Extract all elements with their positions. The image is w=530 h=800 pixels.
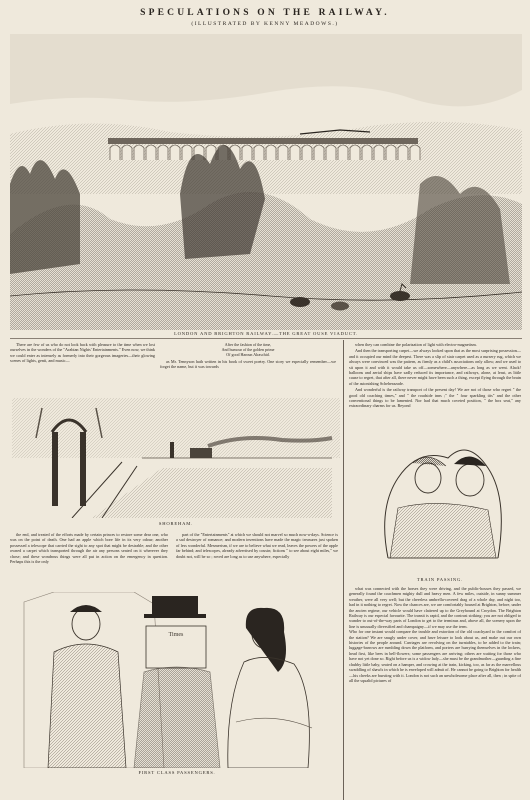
page-subtitle: (ILLUSTRATED BY KENNY MEADOWS.)	[191, 21, 339, 27]
viaduct-arch	[110, 145, 120, 160]
viaduct-arch	[338, 145, 348, 160]
viaduct-arch	[170, 145, 180, 160]
first-class-passengers-illustration	[14, 592, 340, 768]
viaduct-arch	[254, 145, 264, 160]
train-passing-illustration	[358, 428, 522, 574]
shoreham-illustration	[12, 398, 340, 518]
article-column-middle-top	[160, 342, 336, 392]
viaduct-arch	[290, 145, 300, 160]
viaduct-caption: LONDON AND BRIGHTON RAILWAY.—THE GREAT OUSE VIADUCT.	[174, 331, 358, 336]
article-paragraph: And wonderful is the railway transport of the present day! We are not of those who regret " the good old coaching times," and " the roadside inns ;" the " four sparkling tits" and the other conventional things to be lamented. Nor had that much coveted position, " the box seat," any extraordinary charms for us. Beyond	[349, 387, 521, 409]
article-column-left-bottom	[10, 532, 168, 586]
article-column-right-top	[349, 342, 521, 426]
viaduct-arch	[326, 145, 336, 160]
viaduct-arch	[266, 145, 276, 160]
article-paragraph: There are few of us who do not look back with pleasure to the time when we lost ourselves in the wonders of the "Arabian Nights' Entertainments." Even now, we think we could enter as intensely as formerly into their gorgeous imageries—their glowing scenes of lights, genii, and music—	[10, 342, 155, 364]
article-paragraph: as Mr. Tennyson hath written in his book of sweet poetry. One story we especially remember—we forget the name, but it was towards	[160, 359, 336, 370]
viaduct-arch	[386, 145, 396, 160]
verse-quote: After the fashion of the time, And humour of the golden prime Of good Haroun Alraschid.	[221, 342, 275, 357]
viaduct-arch	[314, 145, 324, 160]
article-paragraph: part of the "Entertainments" at which we should not marvel so much now-a-days. Science is a sad destroyer of romance; and modern inventions have made the magic treasures just spoken of less wonderful. Mesmerism, if we are to believe what we read, leaves the powers of the apple far behind; and telescopes, already advertised by cousin; fictions " to see about eight miles," we doubt not, will be so ; roved are long as to use anywhere, especially	[176, 532, 338, 559]
viaduct-arch	[350, 145, 360, 160]
viaduct-arch	[374, 145, 384, 160]
article-paragraph: the end, and treated of the efforts made by certain princes to restore some dear one, who was on the point of death. One had an apple which bore life in its very odour; another possessed a telescope that carried the sight to any spot that might be desirable; and the other owned a carpet which transported through the air any persons seated on it wherever they chose; and these wondrous things were all put in action on the emergency in question. Perhaps this is the only	[10, 532, 168, 565]
shoreham-caption: SHOREHAM.	[158, 521, 194, 526]
viaduct-arch	[278, 145, 288, 160]
viaduct-arch	[158, 145, 168, 160]
divider	[10, 338, 522, 339]
article-column-middle-bottom	[176, 532, 338, 586]
viaduct-arch	[146, 145, 156, 160]
viaduct-arch	[398, 145, 408, 160]
viaduct-arch	[182, 145, 192, 160]
viaduct-arch	[122, 145, 132, 160]
viaduct-illustration	[10, 34, 522, 330]
viaduct-arch	[362, 145, 372, 160]
article-paragraph: when they can combine the polarization of light with electro-magnetism.	[355, 342, 477, 347]
viaduct-arch	[302, 145, 312, 160]
first-class-caption: FIRST CLASS PASSENGERS.	[138, 770, 216, 775]
article-paragraph: what was connected with the horses they were driving, and the public-houses they passed, we generally found the coachmen mighty dull and heavy men. A few miles, outside, in sunny summer weather, were all very well; but the cheerless umbrella-covered drag of a whole day, and night too, had in it nothing to regret. Now the chances are, we are comfortably housed at Brighton, before, under the ancien regime, our vehicle would have clattered up to the Greyhound at Croydon. The Brighton Railway is our especial favourite. The transit is rapid, and the contrast striking: you are not obliged to wander to out-of-the-way parts of London to get to the terminus and, above all, the scenery upon the line is unusually diversified and champaigny—if we may use the term. Who for one instant would compare the trouble and extortion of the old coachyard to the comfort of the station? We are snugly under cover, and have leisure to look about us, and make out our own histories of the people around. Carriages are revolving on the turntables, to be added to the train; luggage-barrows are rumbling down the platform, and porters are hurrying themselves in the lockers, head first, like bees in bell-flowers; some passengers are arriving; others are waiting for those who have not yet done so. Right before us is a widow lady—she must be the grandmother—guarding a fine chubby little baby, seated on a hamper, and crowing at the train, kicking, too, as far as the marvellous swaddling of shawls in which he is enveloped will admit of. He cannot be going to Brighton for health—his cheeks are bursting with it. London is not such an unwholesome place after all, then ; in spite of all the squalid pictures of	[349, 586, 521, 683]
train-passing-caption: TRAIN PASSING.	[416, 577, 464, 582]
viaduct-arch	[134, 145, 144, 160]
viaduct-arch	[410, 145, 420, 160]
viaduct-arch	[242, 145, 252, 160]
article-column-left-top	[10, 342, 155, 394]
page-title: SPECULATIONS ON THE RAILWAY.	[140, 8, 390, 18]
svg-text:Times: Times	[168, 632, 184, 638]
column-rule	[343, 340, 344, 800]
article-column-right-bottom	[349, 586, 521, 796]
article-paragraph: And then the transporting carpet—we always looked upon that as the most surprising possession—and it occupied our mind the deepest. There was a slip of stair carpet used as a nursery rug, which we always were convinced was the pattern, as firmly as a child's associations only allow; and we used to sit upon it and with it would take us off—somewhere—anywhere—as long as we went. Alack! balloons and aerial ships have sadly reduced its importance, and railways, alone, at least, as little cause to regret, that after all, there never might have been such a thing, except flying through the brain of the astonishing Scheherazade.	[349, 348, 521, 386]
